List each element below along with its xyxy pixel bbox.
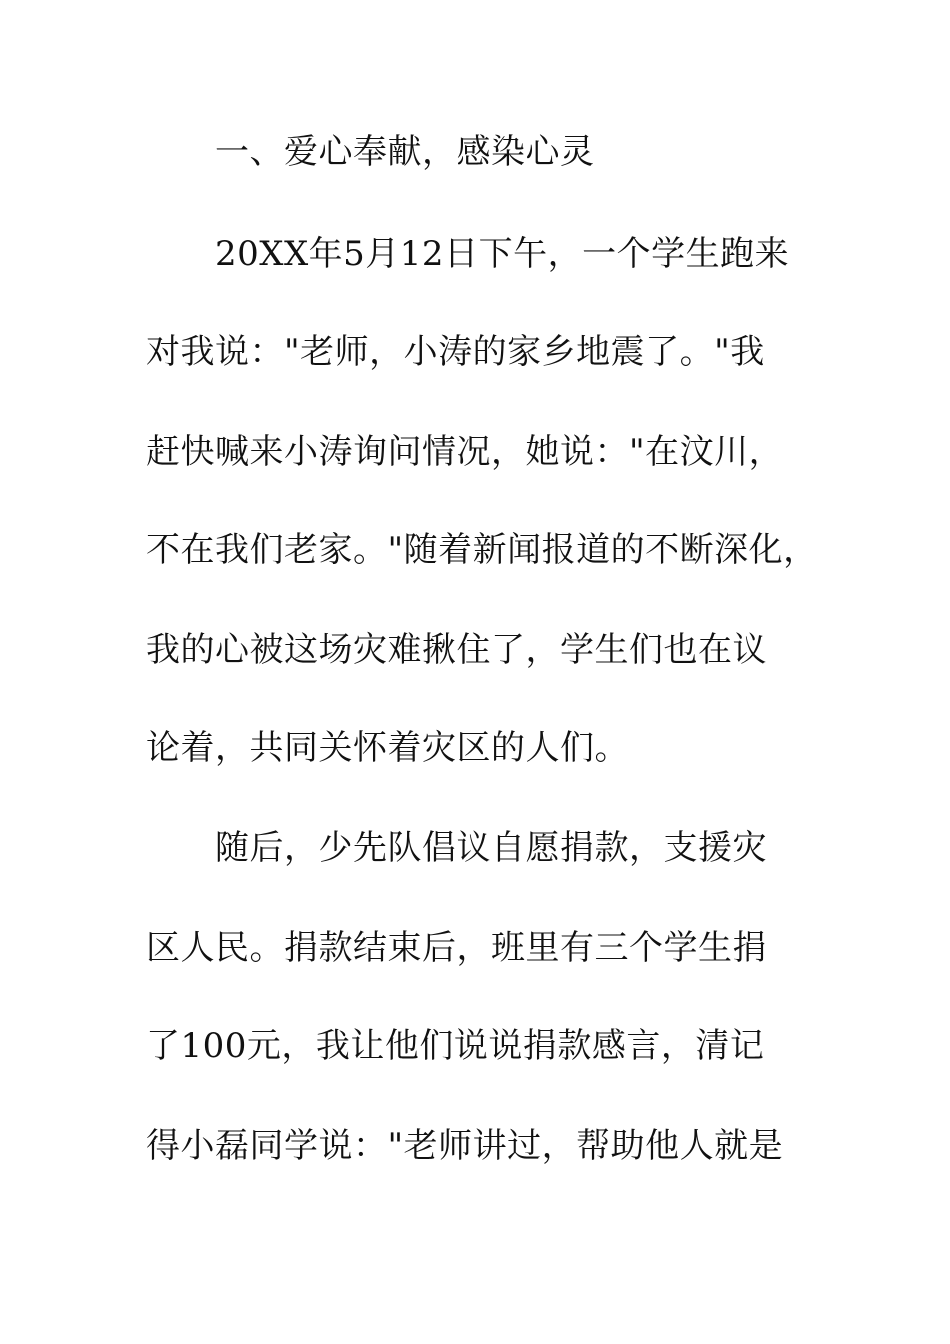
paragraph-1-line-6: 论着，共同关怀着灾区的人们。 bbox=[146, 728, 629, 768]
section-heading: 一、爱心奉献，感染心灵 bbox=[215, 132, 595, 172]
paragraph-2-line-4: 得小磊同学说："老师讲过，帮助他人就是 bbox=[146, 1126, 784, 1166]
paragraph-2-line-1: 随后，少先队倡议自愿捐款，支援灾 bbox=[215, 828, 767, 868]
paragraph-2-line-2: 区人民。捐款结束后，班里有三个学生捐 bbox=[146, 928, 767, 968]
paragraph-2-line-3: 了100元，我让他们说说捐款感言，清记 bbox=[146, 1026, 765, 1066]
paragraph-1-line-2: 对我说："老师，小涛的家乡地震了。"我 bbox=[146, 332, 765, 372]
paragraph-1-line-1: 20XX年5月12日下午，一个学生跑来 bbox=[215, 234, 790, 274]
paragraph-1-line-3: 赶快喊来小涛询问情况，她说："在汶川， bbox=[146, 432, 784, 472]
paragraph-1-line-5: 我的心被这场灾难揪住了，学生们也在议 bbox=[146, 630, 767, 670]
paragraph-1-line-4: 不在我们老家。"随着新闻报道的不断深化， bbox=[146, 530, 818, 570]
